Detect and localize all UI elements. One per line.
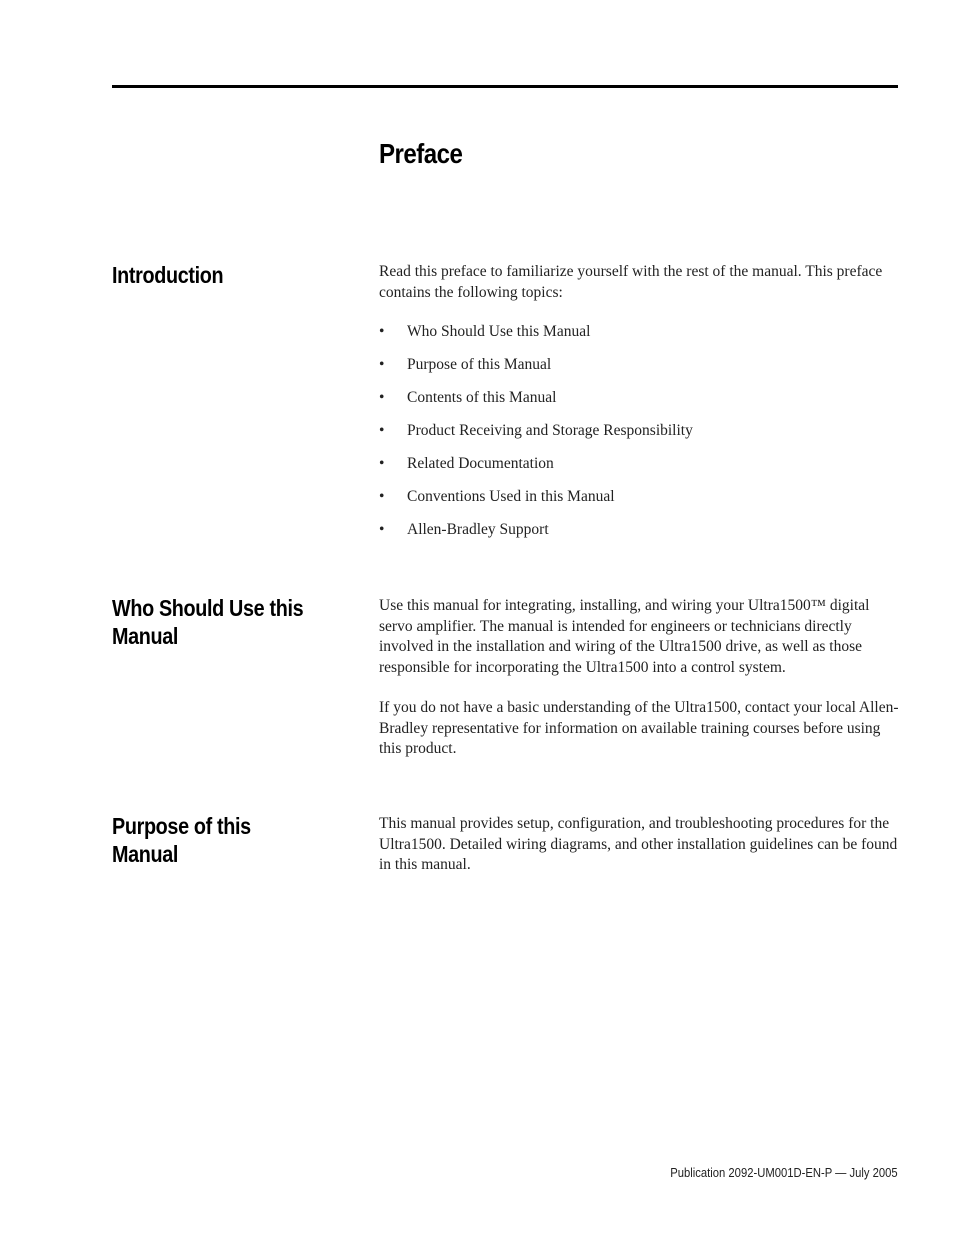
bullet-icon: • <box>379 422 385 439</box>
header-rule <box>112 85 898 88</box>
purpose-paragraph: This manual provides setup, configuration, and troubleshooting procedures for the Ultra1500. Detailed wiring diagrams, and other installation guidelines can be found in this manual. <box>379 815 898 873</box>
bullet-icon: • <box>379 323 385 340</box>
list-item <box>379 322 899 355</box>
topic-label: Allen-Bradley Support <box>407 521 549 538</box>
introduction-body <box>379 262 899 553</box>
list-item <box>379 388 899 421</box>
topic-label: Related Documentation <box>407 455 554 472</box>
heading-purpose: Purpose of this Manual <box>112 813 251 867</box>
bullet-icon: • <box>379 488 385 505</box>
heading-introduction: Introduction <box>112 262 224 288</box>
list-item <box>379 520 899 553</box>
topic-label: Product Receiving and Storage Responsibility <box>407 422 693 439</box>
list-item <box>379 421 899 454</box>
introduction-paragraph: Read this preface to familiarize yourself with the rest of the manual. This preface contains the following topics: <box>379 263 883 301</box>
topic-label: Conventions Used in this Manual <box>407 488 615 505</box>
topic-list <box>379 322 899 553</box>
topic-label: Who Should Use this Manual <box>407 323 591 340</box>
topic-label: Contents of this Manual <box>407 389 557 406</box>
list-item <box>379 487 899 520</box>
list-item <box>379 355 899 388</box>
who-should-use-body <box>379 596 899 780</box>
who-should-use-paragraph-1: Use this manual for integrating, installing, and wiring your Ultra1500™ digital servo amplifier. The manual is intended for engineers or technicians directly involved in the installation and wiring of the Ultra1500 drive, as well as those responsible for incorporating the Ultra1500 into a control system. <box>379 597 870 676</box>
bullet-icon: • <box>379 455 385 472</box>
bullet-icon: • <box>379 521 385 538</box>
page-title: Preface <box>379 138 463 169</box>
bullet-icon: • <box>379 389 385 406</box>
topic-label: Purpose of this Manual <box>407 356 552 373</box>
list-item <box>379 454 899 487</box>
bullet-icon: • <box>379 356 385 373</box>
who-should-use-paragraph-2: If you do not have a basic understanding of the Ultra1500, contact your local Allen-Bradley representative for information on available training courses before using this product. <box>379 699 899 757</box>
publication-footer: Publication 2092-UM001D-EN-P — July 2005 <box>670 1166 898 1180</box>
heading-who-should-use: Who Should Use this Manual <box>112 595 304 649</box>
purpose-body <box>379 814 899 896</box>
